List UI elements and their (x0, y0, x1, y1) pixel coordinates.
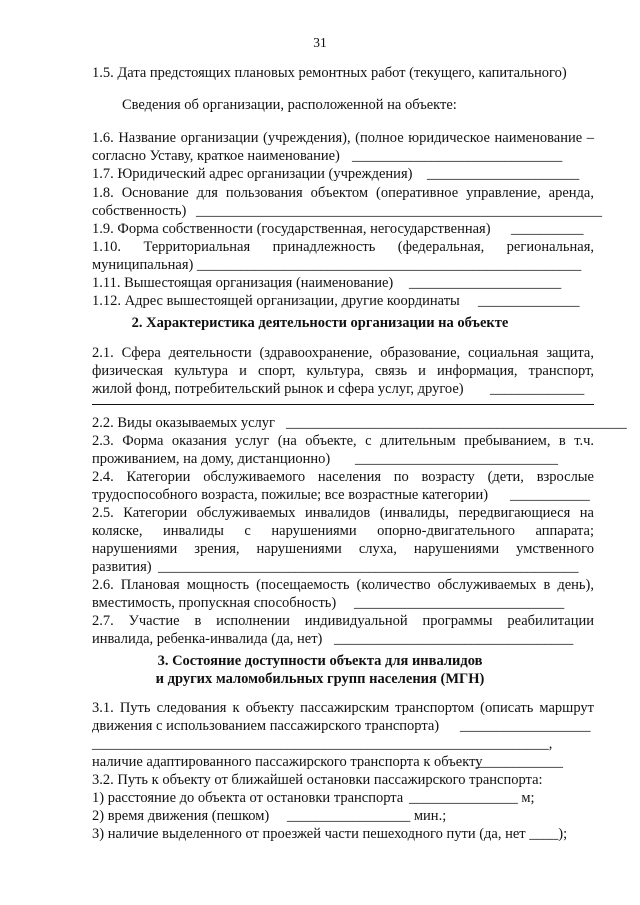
line-text: 1.9. Форма собственности (государственная, негосударственная) (92, 221, 491, 237)
line-text: инвалида, ребенка-инвалида (да, нет) (92, 631, 323, 647)
fill-in-blank[interactable]: __________ (511, 221, 584, 237)
line-text: трудоспособного возраста, пожилые; все возрастные категории) (92, 487, 489, 503)
fill-in-blank[interactable]: _____________________________ (354, 595, 565, 611)
form-line (92, 362, 594, 380)
line-text: 1.12. Адрес вышестоящей организации, другие координаты (92, 293, 460, 309)
line-text: Сведения об организации, расположенной на объекте: (122, 97, 457, 113)
line-text: 1.10. Территориальная принадлежность (федеральная, региональная, (92, 239, 594, 255)
fill-in-blank[interactable]: _________________ мин.; (287, 808, 447, 824)
line-text: 3.2. Путь к объекту от ближайшей остановки пассажирского транспорта: (92, 772, 543, 788)
line-text: физическая культура и спорт, культура, связь и информация, транспорт, (92, 363, 594, 379)
form-line (92, 594, 336, 612)
section-heading (0, 652, 640, 670)
form-line (92, 184, 594, 202)
form-line (92, 576, 594, 594)
form-line (92, 64, 567, 82)
form-line (92, 256, 193, 274)
line-text: 2.6. Плановая мощность (посещаемость (количество обслуживаемых в день), (92, 577, 594, 593)
form-line (92, 825, 567, 843)
form-line (122, 96, 457, 114)
form-line (92, 238, 594, 256)
fill-in-blank[interactable]: _____________________________ (352, 148, 563, 164)
line-text: 2.5. Категории обслуживаемых инвалидов (инвалиды, передвигающиеся на (92, 505, 594, 521)
line-text: 3.1. Путь следования к объекту пассажирским транспортом (описать маршрут (92, 700, 594, 716)
line-text: жилой фонд, потребительский рынок и сфера услуг, другое) (92, 381, 464, 397)
form-line (92, 380, 464, 398)
blank-rule-line[interactable] (92, 404, 594, 405)
line-text: коляске, инвалиды с нарушениями опорно-двигательного аппарата; (92, 523, 594, 539)
form-line (92, 771, 543, 789)
form-line (92, 807, 269, 825)
line-text: развития) (92, 559, 152, 575)
form-line (92, 202, 186, 220)
line-text: 1.5. Дата предстоящих плановых ремонтных работ (текущего, капитального) (92, 65, 567, 81)
section-heading (0, 314, 640, 332)
form-line (92, 274, 393, 292)
fill-in-blank[interactable]: _____________________ (427, 166, 580, 182)
fill-in-blank[interactable]: __________________________________________________________ (158, 559, 579, 575)
form-line (92, 486, 488, 504)
line-text: наличие адаптированного пассажирского транспорта к объекту (92, 754, 483, 770)
form-line (92, 540, 594, 558)
form-line (92, 468, 594, 486)
line-text: собственность) (92, 203, 187, 219)
fill-in-blank[interactable]: ____________ (476, 754, 563, 770)
fill-in-blank[interactable]: ___________ (510, 487, 590, 503)
line-text: 2.1. Сфера деятельности (здравоохранение, образование, социальная защита, (92, 345, 594, 361)
line-text: 3) наличие выделенного от проезжей части пешеходного пути (да, нет ____); (92, 826, 568, 842)
form-line (92, 612, 594, 630)
fill-in-blank[interactable]: _______________________________________________________________, (92, 736, 553, 752)
form-line (92, 147, 340, 165)
line-text: согласно Уставу, краткое наименование) (92, 148, 340, 164)
form-line (92, 450, 330, 468)
fill-in-blank[interactable]: __________________ (460, 718, 591, 734)
line-text: 1) расстояние до объекта от остановки транспорта (92, 790, 404, 806)
form-line (92, 165, 412, 183)
line-text: 1.8. Основание для пользования объектом (оперативное управление, аренда, (92, 185, 594, 201)
form-line (92, 717, 439, 735)
line-text: 2.3. Форма оказания услуг (на объекте, с длительным пребыванием, в т.ч. (92, 433, 594, 449)
fill-in-blank[interactable]: _____________ (490, 381, 585, 397)
fill-in-blank[interactable]: _______________ м; (409, 790, 535, 806)
line-text: 2) время движения (пешком) (92, 808, 270, 824)
line-text: 2.7. Участие в исполнении индивидуальной программы реабилитации (92, 613, 594, 629)
line-text: 2. Характеристика деятельности организации на объекте (131, 315, 509, 331)
form-line (92, 522, 594, 540)
line-text: муниципальная) (92, 257, 194, 273)
form-line (92, 558, 152, 576)
line-text: нарушениями зрения, нарушениями слуха, нарушениями умственного (92, 541, 594, 557)
form-line (92, 630, 322, 648)
line-text: движения с использованием пассажирского транспорта) (92, 718, 440, 734)
form-line (92, 753, 483, 771)
form-line (92, 129, 594, 147)
line-text: 2.4. Категории обслуживаемого населения по возрасту (дети, взрослые (92, 469, 594, 485)
line-text: 3. Состояние доступности объекта для инвалидов (157, 653, 483, 669)
line-text: проживанием, на дому, дистанционно) (92, 451, 331, 467)
line-text: 1.7. Юридический адрес организации (учреждения) (92, 166, 413, 182)
form-line (92, 432, 594, 450)
fill-in-blank[interactable]: _______________________________________________ (286, 415, 627, 431)
form-line (92, 414, 275, 432)
fill-in-blank[interactable]: _____________________ (409, 275, 562, 291)
line-text: 1.6. Название организации (учреждения), (полное юридическое наименование – (92, 130, 594, 146)
line-text: вместимость, пропускная способность) (92, 595, 337, 611)
form-line (92, 292, 460, 310)
form-line (92, 504, 594, 522)
line-text: и других маломобильных групп населения (МГН) (155, 671, 485, 687)
page-number: 31 (313, 35, 327, 50)
line-text: 1.11. Вышестоящая организация (наименование) (92, 275, 394, 291)
section-heading (0, 670, 640, 688)
form-line (92, 789, 403, 807)
form-line (92, 344, 594, 362)
fill-in-blank[interactable]: ________________________________________________________ (196, 203, 602, 219)
fill-in-blank[interactable]: ______________ (478, 293, 580, 309)
fill-in-blank[interactable]: _____________________________________________________ (197, 257, 582, 273)
fill-in-blank[interactable]: _________________________________ (334, 631, 574, 647)
line-text: 2.2. Виды оказываемых услуг (92, 415, 275, 431)
form-line (92, 220, 491, 238)
fill-in-blank[interactable]: ____________________________ (355, 451, 558, 467)
form-line (92, 699, 594, 717)
